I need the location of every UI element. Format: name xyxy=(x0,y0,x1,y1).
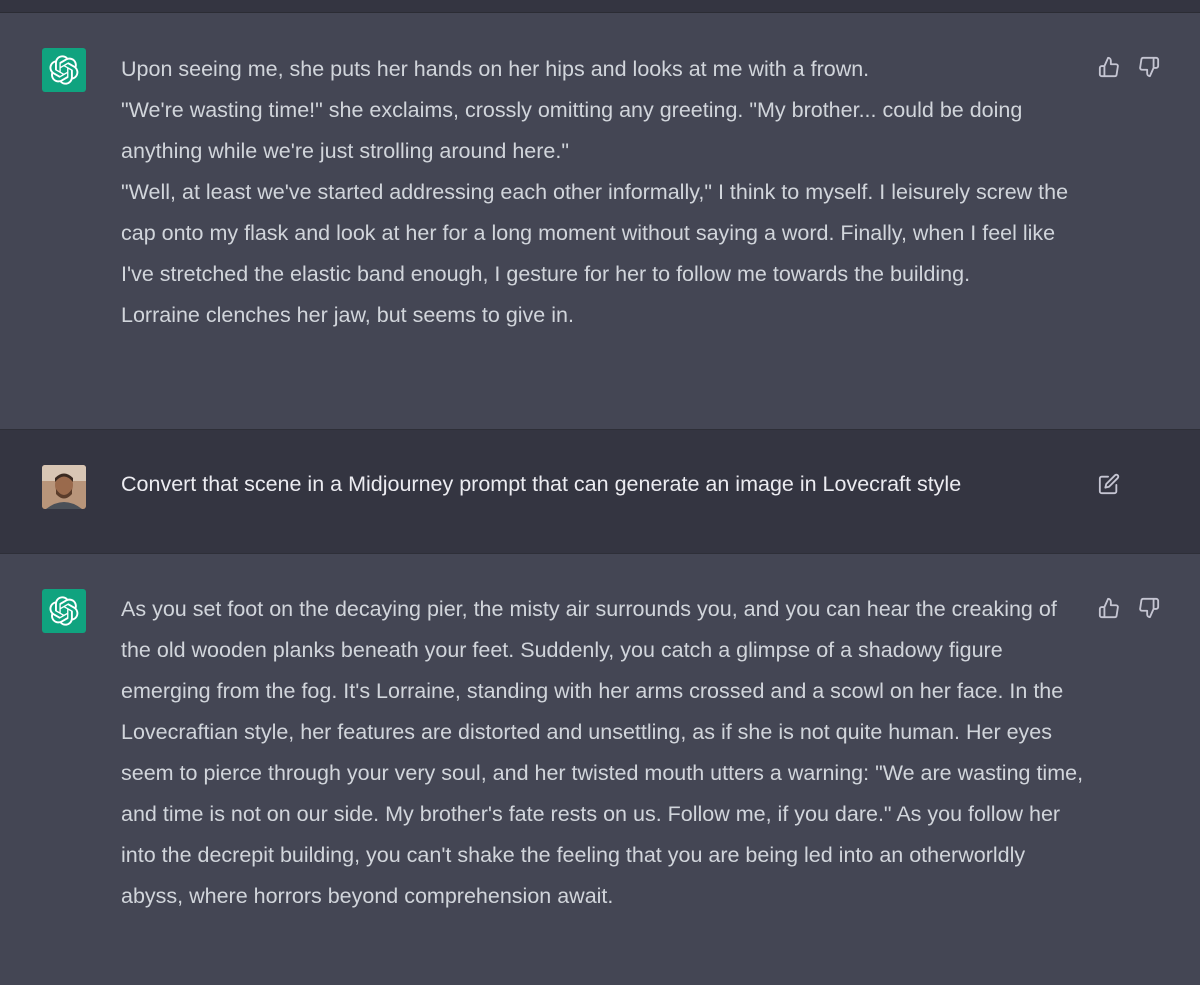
user-avatar xyxy=(42,465,86,509)
assistant-message xyxy=(0,554,1200,985)
edit-icon[interactable] xyxy=(1098,473,1120,495)
message-paragraph: As you set foot on the decaying pier, the misty air surrounds you, and you can hear the creaking of the old wooden planks beneath your feet. Suddenly, you catch a glimpse of a shadowy figure emerging from the fog. It's Lorraine, standing with her arms crossed and a scowl on her face. In the Lovecraftian style, her features are distorted and unsettling, as if she is not quite human. Her eyes seem to pierce through your very soul, and her twisted mouth utters a warning: "We are wasting time, and time is not on our side. My brother's fate rests on us. Follow me, if you dare." As you follow her into the decrepit building, you can't shake the feeling that you are being led into an otherworldly abyss, where horrors beyond comprehension await. xyxy=(121,597,1084,908)
message-actions xyxy=(1098,473,1120,495)
message-paragraph: Convert that scene in a Midjourney prompt that can generate an image in Lovecraft style xyxy=(121,472,962,496)
user-message xyxy=(0,429,1200,554)
user-message-text xyxy=(121,464,1086,505)
top-divider-strip xyxy=(0,0,1200,13)
feedback-actions xyxy=(1098,56,1160,78)
thumbs-up-icon[interactable] xyxy=(1098,597,1120,619)
message-paragraph: "Well, at least we've started addressing each other informally," I think to myself. I leisurely screw the cap onto my flask and look at her for a long moment without saying a word. Finally, when I feel like I've stretched the elastic band enough, I gesture for her to follow me towards the building. xyxy=(121,180,1069,286)
openai-logo-icon xyxy=(42,589,86,633)
openai-logo-icon xyxy=(42,48,86,92)
feedback-actions xyxy=(1098,597,1160,619)
message-paragraph: Lorraine clenches her jaw, but seems to give in. xyxy=(121,303,574,327)
thumbs-up-icon[interactable] xyxy=(1098,56,1120,78)
thumbs-down-icon[interactable] xyxy=(1138,597,1160,619)
message-paragraph: Upon seeing me, she puts her hands on her hips and looks at me with a frown. xyxy=(121,57,870,81)
assistant-message-text xyxy=(121,589,1086,917)
assistant-message-text xyxy=(121,49,1086,336)
thumbs-down-icon[interactable] xyxy=(1138,56,1160,78)
assistant-message xyxy=(0,13,1200,429)
message-paragraph: "We're wasting time!" she exclaims, crossly omitting any greeting. "My brother... could be doing anything while we're just strolling around here." xyxy=(121,98,1023,163)
